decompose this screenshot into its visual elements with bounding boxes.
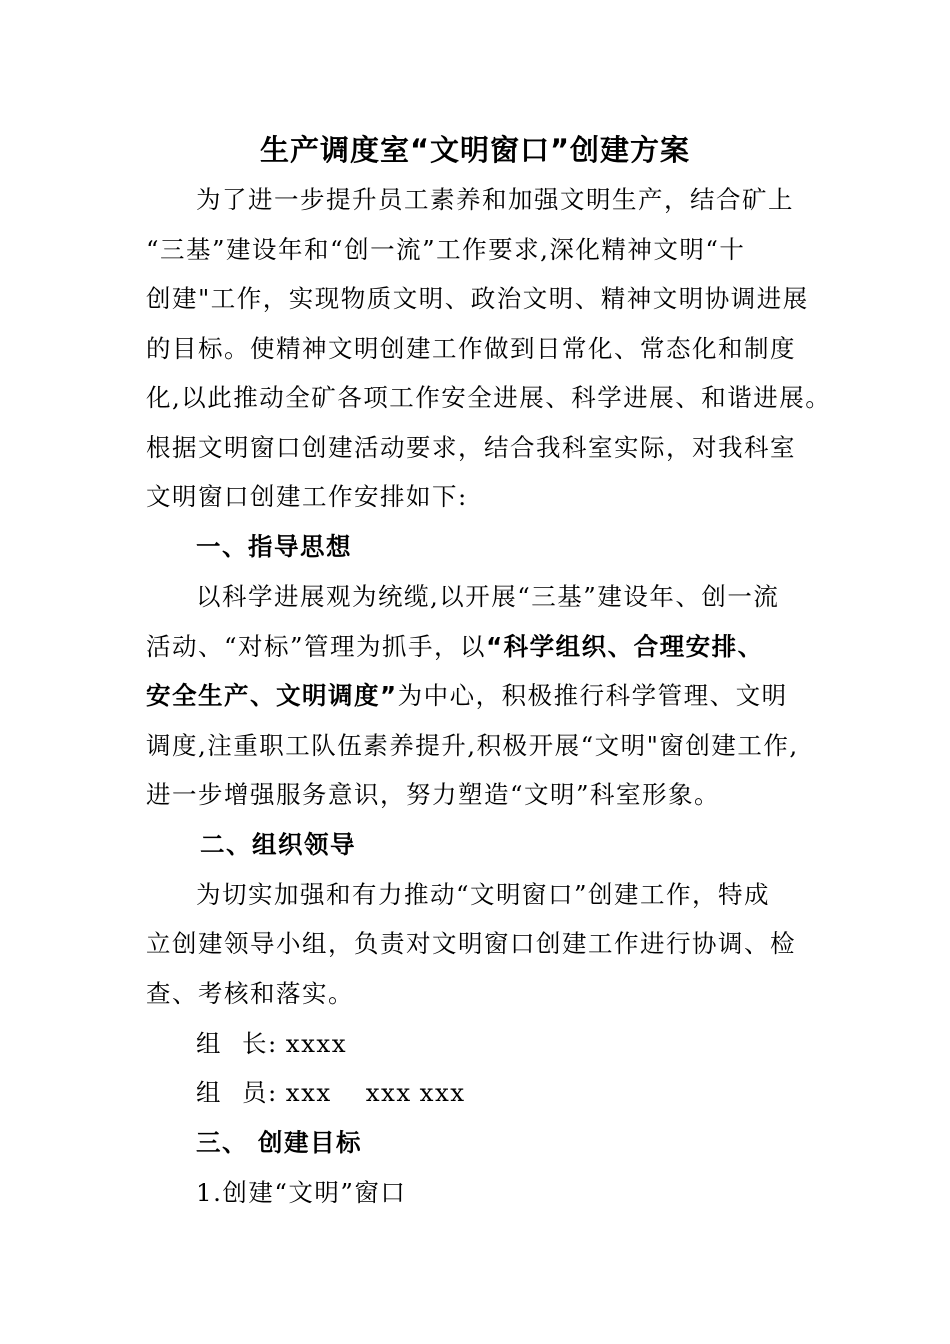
intro-line: 文明窗口创建工作安排如下: xyxy=(146,482,468,511)
leader-label-part: 长: xyxy=(242,1029,278,1058)
intro-line: “三基”建设年和“创一流”工作要求,深化精神文明“十 xyxy=(146,235,746,264)
intro-line: 根据文明窗口创建活动要求，结合我科室实际，对我科室 xyxy=(146,433,796,462)
body-line xyxy=(146,676,788,716)
body-line xyxy=(146,627,764,667)
emphasis-text: “科学组织、合理安排、 xyxy=(486,632,764,661)
page-title: 生产调度室“文明窗口”创建方案 xyxy=(259,133,691,167)
leader-name: xxxx xyxy=(285,1029,348,1058)
leader-label-part: 组 xyxy=(196,1029,222,1058)
member-label-part: 员: xyxy=(242,1078,278,1107)
member-name: xxx xyxy=(365,1078,412,1107)
body-line: 进一步增强服务意识，努力塑造“文明”科室形象。 xyxy=(146,780,721,809)
body-text: 为中心，积极推行科学管理、文明 xyxy=(397,681,788,710)
member-row xyxy=(196,1073,466,1113)
body-text: 活动、“对标”管理为抓手，以 xyxy=(146,632,487,661)
body-line: 以科学进展观为统缆,以开展“三基”建设年、创一流 xyxy=(196,582,780,611)
body-line: 为切实加强和有力推动“文明窗口”创建工作，特成 xyxy=(196,880,771,909)
member-label-part: 组 xyxy=(196,1078,222,1107)
leader-row xyxy=(196,1024,347,1064)
goal-item: 1.创建“文明”窗口 xyxy=(196,1178,407,1207)
member-name: xxx xyxy=(285,1078,332,1107)
section-heading-goals: 三、 创建目标 xyxy=(196,1128,363,1157)
intro-line: 为了进一步提升员工素养和加强文明生产，结合矿上 xyxy=(196,185,794,214)
intro-line: 创建"工作，实现物质文明、政治文明、精神文明协调进展 xyxy=(146,284,809,313)
member-name: xxx xyxy=(419,1078,466,1107)
intro-line: 化,以此推动全矿各项工作安全进展、科学进展、和谐进展。 xyxy=(146,383,832,412)
intro-line: 的目标。使精神文明创建工作做到日常化、常态化和制度 xyxy=(146,334,796,363)
body-line: 查、考核和落实。 xyxy=(146,979,354,1008)
body-line: 调度,注重职工队伍素养提升,积极开展“文明"窗创建工作, xyxy=(146,731,799,760)
body-line: 立创建领导小组，负责对文明窗口创建工作进行协调、检 xyxy=(146,929,796,958)
emphasis-text: 安全生产、文明调度” xyxy=(146,681,398,710)
section-heading-guiding-ideology: 一、指导思想 xyxy=(196,532,352,561)
section-heading-organization: 二、组织领导 xyxy=(200,830,356,859)
